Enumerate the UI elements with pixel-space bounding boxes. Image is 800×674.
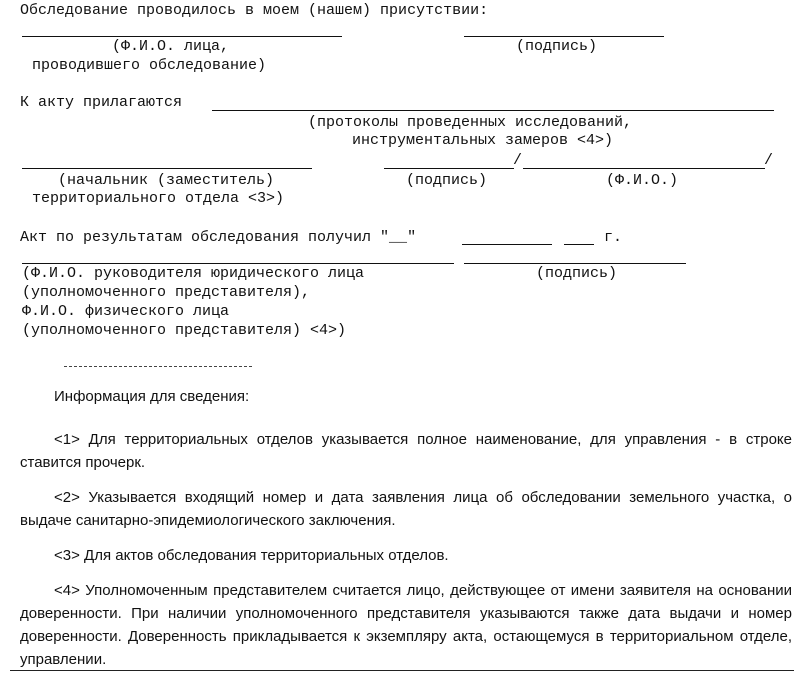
attachments-caption: (протоколы проведенных исследований, (308, 114, 633, 131)
recipient-caption-3: Ф.И.О. физического лица (22, 303, 230, 320)
chief-signature-line[interactable] (384, 168, 514, 169)
receipt-month-line[interactable] (462, 244, 552, 245)
recipient-name-line[interactable] (22, 263, 454, 264)
notes-heading: Информация для сведения: (54, 388, 250, 405)
attachments-line[interactable] (212, 110, 774, 111)
recipient-caption: (Ф.И.О. руководителя юридического лица (22, 265, 365, 282)
attachments-caption-cont: инструментальных замеров <4>) (352, 132, 614, 149)
note-1-block (20, 428, 792, 474)
presence-signature-caption: (подпись) (516, 38, 598, 55)
recipient-signature-line[interactable] (464, 263, 686, 264)
receipt-year-line[interactable] (564, 244, 594, 245)
recipient-caption-2: (уполномоченного представителя), (22, 284, 311, 301)
attachments-label: К акту прилагаются (20, 94, 183, 111)
bottom-border (10, 670, 794, 671)
chief-fio-caption: (Ф.И.О.) (606, 172, 679, 189)
recipient-signature-caption: (подпись) (536, 265, 618, 282)
chief-caption: (начальник (заместитель) (58, 172, 275, 189)
note-3-block (20, 544, 792, 567)
note-4: <4> Уполномоченным представителем считается лицо, действующее от имени заявителя на основании доверенности. При наличии уполномоченного представителя указываются также дата выдачи и номер доверенности. Доверенность прикладывается к экземпляру акта, остающемуся в территориальном отделе, управлении. (20, 582, 792, 668)
note-3: <3> Для актов обследования территориальных отделов. (54, 547, 449, 564)
chief-slash-1: / (513, 152, 523, 169)
presence-fio-line[interactable] (22, 36, 342, 37)
note-2: <2> Указывается входящий номер и дата заявления лица об обследовании земельного участка, о выдаче санитарно-эпидемиологического заключения. (20, 489, 792, 529)
note-4-block (20, 579, 792, 671)
note-1: <1> Для территориальных отделов указывается полное наименование, для управления - в строке ставится прочерк. (20, 431, 792, 471)
presence-statement: Обследование проводилось в моем (нашем) присутствии: (20, 2, 489, 19)
receipt-year-suffix: г. (604, 229, 623, 246)
presence-fio-caption: (Ф.И.О. лица, (112, 38, 230, 55)
chief-fio-line[interactable] (523, 168, 765, 169)
chief-slash-2: / (764, 152, 774, 169)
presence-fio-caption-cont: проводившего обследование) (32, 57, 267, 74)
recipient-caption-4: (уполномоченного представителя) <4>) (22, 322, 347, 339)
note-2-block (20, 486, 792, 532)
chief-name-line[interactable] (22, 168, 312, 169)
presence-signature-line[interactable] (464, 36, 664, 37)
notes-heading-block (20, 385, 792, 408)
footnote-separator (64, 366, 252, 367)
receipt-label: Акт по результатам обследования получил "__" (20, 229, 417, 246)
chief-caption-cont: территориального отдела <3>) (32, 190, 285, 207)
chief-signature-caption: (подпись) (406, 172, 488, 189)
